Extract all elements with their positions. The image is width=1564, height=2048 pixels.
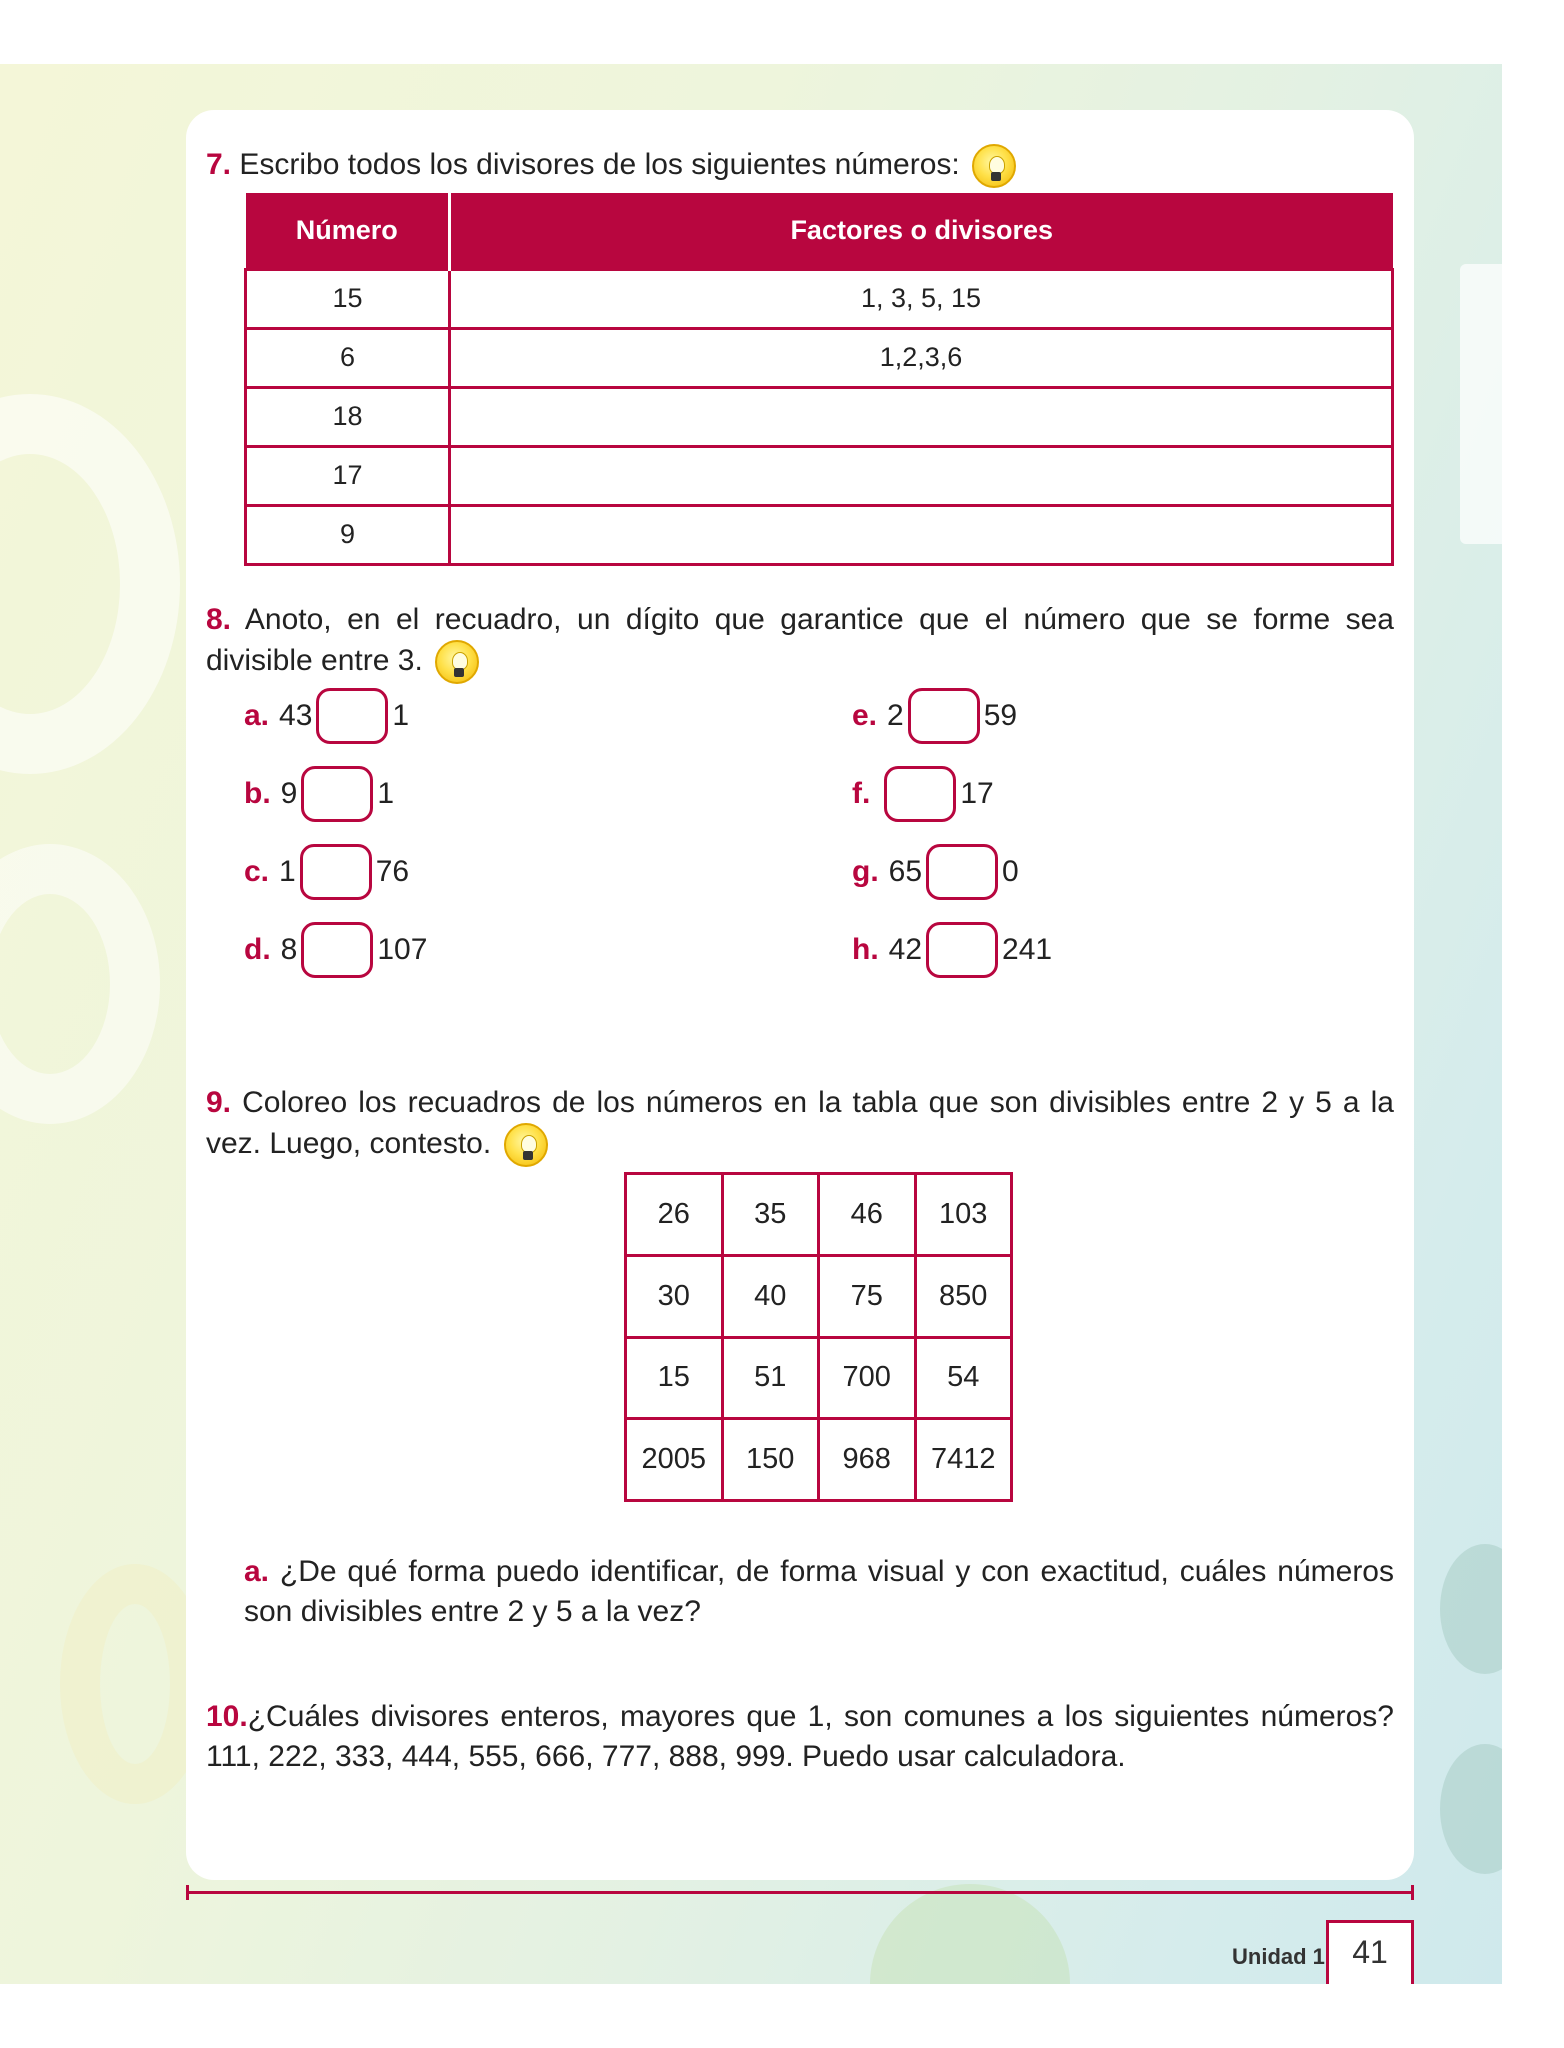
divisors-cell[interactable] bbox=[450, 446, 1393, 505]
grid-cell[interactable]: 15 bbox=[626, 1337, 723, 1419]
number-cell: 18 bbox=[246, 387, 450, 446]
question-number: 10. bbox=[206, 1700, 248, 1733]
option-label: e. bbox=[852, 699, 878, 732]
decorative-shape bbox=[0, 844, 160, 1124]
question-text: Escribo todos los divisores de los siguientes números: bbox=[239, 147, 960, 181]
number-cell: 17 bbox=[246, 446, 450, 505]
grid-cell[interactable]: 51 bbox=[722, 1337, 819, 1419]
divisors-table bbox=[244, 193, 1394, 566]
table-header-row bbox=[246, 193, 1393, 269]
option-c bbox=[244, 844, 409, 900]
grid-cell[interactable]: 46 bbox=[819, 1174, 916, 1256]
digit-box[interactable] bbox=[884, 766, 956, 822]
question-9 bbox=[206, 1083, 1394, 1167]
question-number: 7. bbox=[206, 147, 232, 181]
digits-before: 2 bbox=[887, 699, 904, 732]
question-text: Anoto, en el recuadro, un dígito que garantice que el número que se forme sea divisible entre 3. bbox=[206, 603, 1394, 677]
grid-cell[interactable]: 35 bbox=[722, 1174, 819, 1256]
grid-cell[interactable]: 30 bbox=[626, 1255, 723, 1337]
grid-cell[interactable]: 150 bbox=[722, 1419, 819, 1501]
digits-after: 17 bbox=[960, 777, 994, 810]
divisors-cell[interactable]: 1,2,3,6 bbox=[450, 328, 1393, 387]
grid-cell[interactable]: 850 bbox=[915, 1255, 1012, 1337]
grid-row bbox=[626, 1255, 1012, 1337]
digits-after: 107 bbox=[377, 933, 428, 966]
question-number: 8. bbox=[206, 603, 232, 636]
table-row bbox=[246, 505, 1393, 564]
option-a bbox=[244, 688, 409, 744]
decorative-shape bbox=[870, 1884, 1070, 1984]
grid-cell[interactable]: 2005 bbox=[626, 1419, 723, 1501]
digit-box[interactable] bbox=[316, 688, 388, 744]
digits-before: 42 bbox=[888, 933, 923, 966]
page-number: 41 bbox=[1326, 1920, 1414, 1984]
question-text: ¿Cuáles divisores enteros, mayores que 1, son comunes a los siguientes números? 111, 222, 333, 444, 555, 666, 777, 888, 999. Puedo usar calculadora. bbox=[206, 1700, 1394, 1773]
question-7 bbox=[206, 144, 1016, 188]
grid-cell[interactable]: 26 bbox=[626, 1174, 723, 1256]
option-f bbox=[852, 766, 994, 822]
sub-question-text: ¿De qué forma puedo identificar, de forma visual y con exactitud, cuáles números son divisibles entre 2 y 5 a la vez? bbox=[244, 1555, 1394, 1628]
option-label: d. bbox=[244, 933, 271, 966]
digits-before: 9 bbox=[280, 777, 298, 810]
lightbulb-icon bbox=[972, 144, 1016, 188]
grid-row bbox=[626, 1174, 1012, 1256]
option-e bbox=[852, 688, 1017, 744]
grid-cell[interactable]: 103 bbox=[915, 1174, 1012, 1256]
digits-after: 1 bbox=[392, 699, 410, 732]
option-label: c. bbox=[244, 855, 270, 888]
option-label: h. bbox=[852, 933, 879, 966]
digits-after: 0 bbox=[1002, 855, 1019, 888]
option-label: f. bbox=[852, 777, 871, 810]
grid-cell[interactable]: 968 bbox=[819, 1419, 916, 1501]
grid-row bbox=[626, 1419, 1012, 1501]
grid-row bbox=[626, 1337, 1012, 1419]
number-cell: 6 bbox=[246, 328, 450, 387]
question-number: 9. bbox=[206, 1086, 232, 1119]
table-row bbox=[246, 328, 1393, 387]
grid-cell[interactable]: 7412 bbox=[915, 1419, 1012, 1501]
digits-after: 241 bbox=[1002, 933, 1053, 966]
header-numero: Número bbox=[246, 193, 450, 269]
sub-question-label: a. bbox=[244, 1555, 270, 1588]
table-row bbox=[246, 387, 1393, 446]
digit-box[interactable] bbox=[301, 922, 373, 978]
table-row bbox=[246, 269, 1393, 328]
divisors-cell[interactable] bbox=[450, 387, 1393, 446]
option-label: a. bbox=[244, 699, 270, 732]
table-row bbox=[246, 446, 1393, 505]
divisors-cell[interactable]: 1, 3, 5, 15 bbox=[450, 269, 1393, 328]
decorative-shape bbox=[1460, 264, 1502, 544]
option-label: g. bbox=[852, 855, 879, 888]
decorative-shape bbox=[0, 394, 180, 774]
option-b bbox=[244, 766, 394, 822]
digits-after: 59 bbox=[983, 699, 1018, 732]
digits-before: 65 bbox=[888, 855, 923, 888]
grid-cell[interactable]: 54 bbox=[915, 1337, 1012, 1419]
header-divisores: Factores o divisores bbox=[450, 193, 1393, 269]
option-d bbox=[244, 922, 427, 978]
digits-before: 43 bbox=[279, 699, 313, 732]
question-8 bbox=[206, 600, 1394, 684]
decorative-shape bbox=[1440, 1744, 1502, 1874]
digits-after: 1 bbox=[377, 777, 395, 810]
digits-after: 76 bbox=[375, 855, 410, 888]
divisors-cell[interactable] bbox=[450, 505, 1393, 564]
digit-box[interactable] bbox=[301, 766, 373, 822]
lightbulb-icon bbox=[504, 1123, 548, 1167]
number-cell: 15 bbox=[246, 269, 450, 328]
decorative-shape bbox=[1440, 1544, 1502, 1674]
grid-cell[interactable]: 75 bbox=[819, 1255, 916, 1337]
unit-label: Unidad 1 bbox=[1232, 1944, 1325, 1969]
option-g bbox=[852, 844, 1019, 900]
digits-before: 1 bbox=[279, 855, 296, 888]
option-label: b. bbox=[244, 777, 271, 810]
lightbulb-icon bbox=[435, 640, 479, 684]
digit-box[interactable] bbox=[926, 922, 998, 978]
number-cell: 9 bbox=[246, 505, 450, 564]
digit-box[interactable] bbox=[908, 688, 980, 744]
option-h bbox=[852, 922, 1052, 978]
question-9a bbox=[244, 1552, 1394, 1632]
question-10 bbox=[206, 1697, 1394, 1777]
number-grid bbox=[624, 1172, 1013, 1502]
question-text: Coloreo los recuadros de los números en la tabla que son divisibles entre 2 y 5 a la vez. Luego, contesto. bbox=[206, 1086, 1394, 1160]
digit-box[interactable] bbox=[300, 844, 372, 900]
digit-box[interactable] bbox=[926, 844, 998, 900]
grid-cell[interactable]: 40 bbox=[722, 1255, 819, 1337]
footer-divider bbox=[186, 1891, 1414, 1894]
digits-before: 8 bbox=[280, 933, 298, 966]
grid-cell[interactable]: 700 bbox=[819, 1337, 916, 1419]
